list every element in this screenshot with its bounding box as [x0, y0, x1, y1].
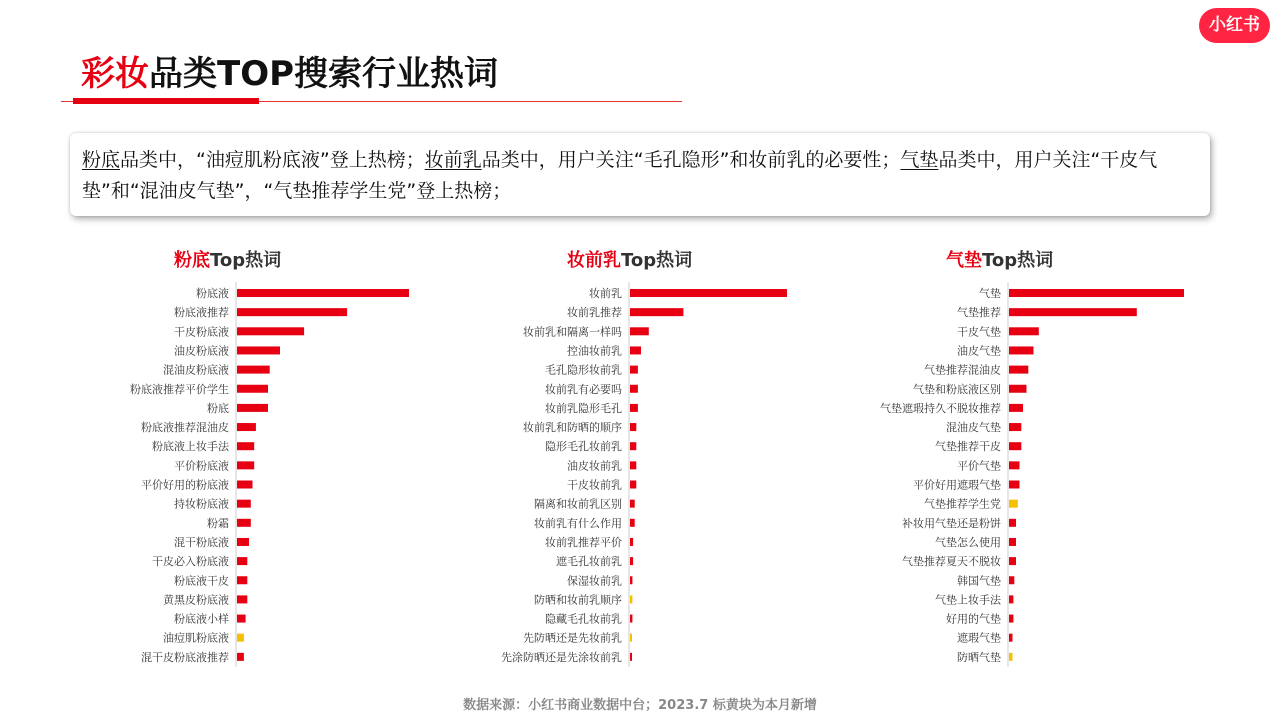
- bar: [1009, 308, 1137, 316]
- category-label: 妆前乳推荐平价: [545, 535, 622, 549]
- category-label: 遮毛孔妆前乳: [556, 555, 622, 569]
- category-label: 干皮粉底液: [174, 325, 229, 339]
- xiaohongshu-logo: 小红书: [1199, 8, 1270, 43]
- category-label: 气垫推荐混油皮: [924, 363, 1001, 377]
- summary-primer: 妆前乳: [424, 149, 482, 171]
- foundation-chart-title: [174, 244, 281, 278]
- category-label: 气垫推荐学生党: [924, 497, 1001, 511]
- category-label: 持妆粉底液: [174, 497, 229, 511]
- category-label: 干皮妆前乳: [567, 478, 622, 492]
- summary-cushion: 气垫: [900, 149, 939, 171]
- category-label: 粉底: [207, 401, 229, 415]
- category-label: 妆前乳和隔离一样吗: [523, 325, 622, 339]
- category-label: 气垫和粉底液区别: [913, 382, 1001, 396]
- category-label: 粉底液干皮: [174, 574, 229, 588]
- bar: [1009, 461, 1020, 469]
- category-label: 油皮粉底液: [174, 344, 229, 358]
- summary-box: [70, 133, 1210, 216]
- category-label: 隔离和妆前乳区别: [534, 497, 622, 511]
- category-label: 混干粉底液: [174, 535, 229, 549]
- category-label: 平价好用遮瑕气垫: [913, 478, 1001, 492]
- page-title: [81, 52, 498, 96]
- cushion-chart-title: [946, 244, 1053, 278]
- category-label: 气垫推荐干皮: [935, 440, 1001, 454]
- title-rest: 品类TOP搜索行业热词: [149, 54, 499, 94]
- bar-new: [1009, 653, 1013, 661]
- category-label: 保湿妆前乳: [567, 574, 622, 588]
- category-label: 油皮气垫: [957, 344, 1001, 358]
- category-label: 气垫遮瑕持久不脱妆推荐: [880, 401, 1001, 415]
- primer-chart-title: [567, 244, 692, 278]
- category-label: 气垫上妆手法: [935, 593, 1001, 607]
- category-label: 粉底液: [196, 287, 229, 300]
- category-label: 隐藏毛孔妆前乳: [545, 612, 622, 626]
- title-highlight: 彩妆: [81, 54, 149, 94]
- category-label: 妆前乳隐形毛孔: [545, 401, 622, 415]
- bar: [1009, 634, 1013, 642]
- category-label: 妆前乳有什么作用: [534, 516, 622, 530]
- category-label: 粉底液推荐混油皮: [141, 421, 229, 435]
- category-label: 妆前乳有必要吗: [545, 382, 622, 396]
- chart-title-highlight: 粉底: [174, 250, 210, 271]
- cushion-bar-chart: [0, 282, 1200, 667]
- category-label: 韩国气垫: [957, 574, 1001, 588]
- summary-primer-text: 品类中，用户关注“毛孔隐形”和妆前乳的必要性；: [481, 149, 901, 171]
- bar: [1009, 327, 1039, 335]
- category-label: 混干皮粉底液推荐: [141, 650, 229, 664]
- category-label: 粉底液推荐: [174, 306, 229, 320]
- category-label: 妆前乳和防晒的顺序: [523, 421, 622, 435]
- category-label: 防晒气垫: [957, 650, 1001, 664]
- category-label: 混油皮气垫: [946, 421, 1001, 435]
- category-label: 平价气垫: [957, 459, 1001, 473]
- category-label: 粉底液上妆手法: [152, 440, 229, 454]
- category-label: 妆前乳推荐: [567, 306, 622, 320]
- chart-title-rest: Top热词: [982, 250, 1054, 271]
- chart-title-highlight: 妆前乳: [567, 250, 621, 271]
- category-label: 毛孔隐形妆前乳: [545, 363, 622, 377]
- bar: [1009, 576, 1014, 584]
- bar-new: [1009, 500, 1018, 508]
- bar: [1009, 289, 1184, 297]
- category-label: 气垫怎么使用: [935, 535, 1001, 549]
- bar: [1009, 346, 1034, 354]
- summary-cushion-text: 品类中，用户关注“干皮气垫”和“混油皮气垫”，“气垫推荐学生党”登上热榜；: [82, 149, 1158, 202]
- category-label: 防晒和妆前乳顺序: [534, 593, 622, 607]
- chart-title-highlight: 气垫: [946, 250, 982, 271]
- category-label: 干皮必入粉底液: [152, 555, 229, 569]
- bar: [1009, 385, 1027, 393]
- bar: [1009, 442, 1021, 450]
- category-label: 好用的气垫: [946, 612, 1001, 626]
- summary-foundation-text: 品类中，“油痘肌粉底液”登上热榜；: [120, 149, 425, 171]
- category-label: 气垫推荐夏天不脱妆: [902, 555, 1001, 569]
- category-label: 气垫推荐: [957, 306, 1001, 320]
- category-label: 遮瑕气垫: [957, 631, 1001, 645]
- category-label: 气垫: [979, 287, 1001, 300]
- summary-foundation: 粉底: [82, 149, 121, 171]
- title-underline-accent: [73, 98, 259, 104]
- category-label: 油痘肌粉底液: [163, 631, 229, 645]
- bar: [1009, 557, 1016, 565]
- category-label: 控油妆前乳: [567, 344, 622, 358]
- category-label: 补妆用气垫还是粉饼: [902, 516, 1001, 530]
- bar: [1009, 423, 1021, 431]
- category-label: 干皮气垫: [957, 325, 1001, 339]
- category-label: 粉底液推荐平价学生: [130, 382, 229, 396]
- category-label: 平价好用的粉底液: [141, 478, 229, 492]
- category-label: 粉霜: [207, 516, 229, 530]
- category-label: 混油皮粉底液: [163, 363, 229, 377]
- category-label: 先涂防晒还是先涂妆前乳: [501, 650, 622, 664]
- chart-title-rest: Top热词: [621, 250, 693, 271]
- bar: [1009, 538, 1016, 546]
- category-label: 隐形毛孔妆前乳: [545, 440, 622, 454]
- bar: [1009, 519, 1016, 527]
- bar: [1009, 481, 1020, 489]
- footnote: 数据来源：小红书商业数据中台；2023.7 标黄块为本月新增: [463, 698, 817, 713]
- category-label: 粉底液小样: [174, 612, 229, 626]
- bar: [1009, 595, 1013, 603]
- category-label: 油皮妆前乳: [567, 459, 622, 473]
- chart-title-rest: Top热词: [210, 250, 282, 271]
- category-label: 妆前乳: [589, 287, 622, 300]
- category-label: 黄黑皮粉底液: [163, 593, 229, 607]
- bar: [1009, 615, 1013, 623]
- category-label: 先防晒还是先妆前乳: [523, 631, 622, 645]
- bar: [1009, 366, 1028, 374]
- bar: [1009, 404, 1023, 412]
- category-label: 平价粉底液: [174, 459, 229, 473]
